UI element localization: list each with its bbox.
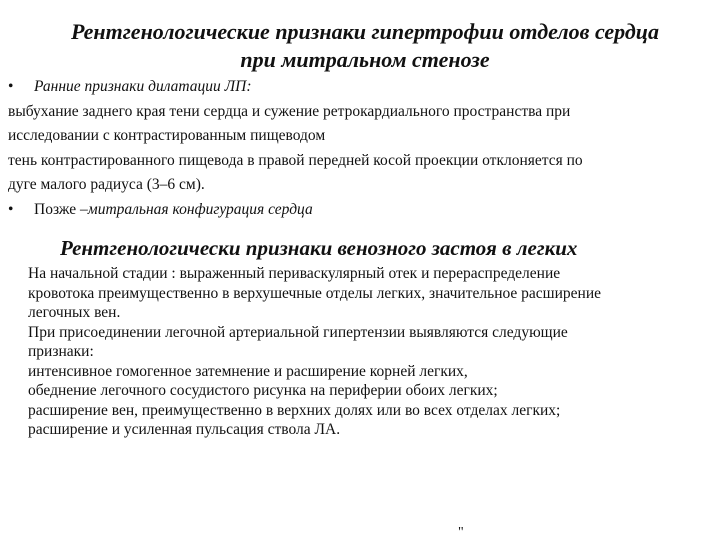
paragraph-line: тень контрастированного пищевода в правой передней косой проекции отклоняется по: [8, 151, 583, 169]
bullet-icon: •: [8, 200, 14, 218]
title-line-1: Рентгенологические признаки гипертрофии отделов сердца: [70, 19, 660, 44]
paragraph-line: дуге малого радиуса (3–6 см).: [8, 176, 205, 193]
paragraph-line: При присоединении легочной артериальной гипертензии выявляются следующие: [28, 323, 568, 341]
early-signs-label: Ранние признаки дилатации ЛП:: [34, 78, 252, 95]
paragraph-line: интенсивное гомогенное затемнение и расширение корней легких,: [28, 362, 468, 380]
paragraph-line: легочных вен.: [28, 304, 121, 321]
slide-title: [20, 18, 710, 74]
title-line-2: при митральном стенозе: [240, 47, 490, 72]
paragraph-line: исследовании с контрастированным пищеводом: [8, 127, 326, 144]
later-prefix: Позже –: [34, 200, 88, 218]
paragraph-line: На начальной стадии : выраженный периваскулярный отек и перераспределение: [28, 265, 561, 282]
bullet-item-early-signs: [8, 75, 714, 100]
mitral-configuration-text: митральная конфигурация сердца: [87, 200, 313, 218]
paragraph-line: обеднение легочного сосудистого рисунка на периферии обоих легких;: [28, 382, 498, 399]
paragraph-line: расширение и усиленная пульсация ствола ЛА.: [28, 421, 341, 438]
paragraph-line: выбухание заднего края тени сердца и сужение ретрокардиального пространства при: [8, 102, 571, 120]
venous-congestion-section: [28, 264, 712, 440]
bullet-icon: •: [8, 78, 14, 95]
paragraph-line: кровотока преимущественно в верхушечные отделы легких, значительное расширение: [28, 284, 602, 302]
section-heading: Рентгенологически признаки венозного застоя в легких: [60, 236, 578, 260]
paragraph-line: расширение вен, преимущественно в верхних долях или во всех отделах легких;: [28, 401, 561, 419]
footer-mark: ": [458, 525, 464, 540]
paragraph-line: признаки:: [28, 343, 94, 360]
bullet-item-later: [8, 198, 714, 223]
dilatation-section: [8, 75, 714, 222]
